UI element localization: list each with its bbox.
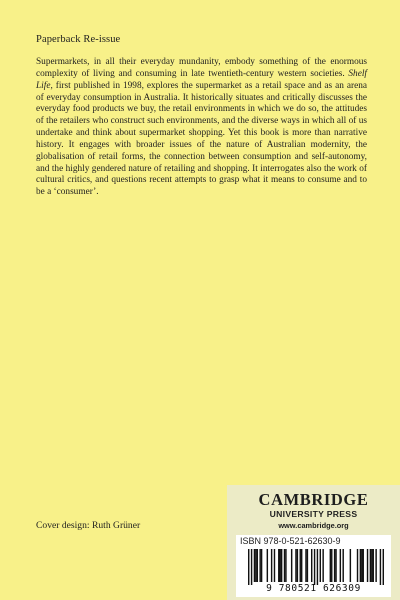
barcode-bar [383, 549, 384, 585]
barcode-bar [254, 549, 255, 582]
barcode-bar [279, 549, 280, 582]
barcode-bar [248, 549, 249, 585]
barcode-bar [257, 549, 258, 582]
barcode-bar [285, 549, 286, 582]
barcode-bar [259, 549, 260, 582]
barcode-bar [342, 549, 343, 582]
isbn-label: ISBN 978-0-521-62630-9 [240, 536, 341, 546]
barcode-bar [335, 549, 336, 582]
barcode-bar [307, 549, 308, 582]
publisher-name: CAMBRIDGE [258, 490, 369, 509]
cover-design-credit: Cover design: Ruth Grüner [36, 520, 141, 531]
barcode-bar [370, 549, 371, 582]
barcode-bar [295, 549, 296, 582]
barcode-bar [284, 549, 285, 582]
barcode-bar [255, 549, 256, 582]
barcode-bar [340, 549, 341, 582]
barcode-bar [375, 549, 376, 582]
publisher-website: www.cambridge.org [278, 521, 349, 530]
barcode-image [248, 549, 384, 585]
book-title: Shelf Life [36, 68, 367, 91]
barcode-bar [331, 549, 332, 582]
barcode-bar [322, 549, 323, 582]
barcode-digits: 9 780521 626309 [266, 583, 361, 594]
barcode-bar [380, 549, 381, 585]
barcode-bar [367, 549, 368, 582]
publisher-box [227, 485, 400, 600]
blurb-part1: Supermarkets, in all their everyday mundanity, embody something of the enormous complexity of living and consuming in late twentieth-century western societies. [36, 57, 367, 79]
blurb-part2: , first published in 1998, explores the supermarket as a retail space and as an arena of everyday consumption in Australia. It historically situates and critically discusses the everyday food products we buy, the retail environments in which we do so, the attitudes of the retailers who construct such environments, and the diverse ways in which all of us undertake and think about supermarket shopping. Yet this book is more than narrative history. It engages with broader issues of the nature of Australian modernity, the globalisation of retail forms, the connection between consumption and self-autonomy, and the highly gendered nature of retailing and shopping. It interrogates also the work of cultural critics, and questions recent attempts to grasp what it means to consume and to be a ‘consumer’. [36, 80, 367, 198]
barcode-bar [357, 549, 358, 582]
barcode-bar [317, 549, 318, 585]
barcode-bar [373, 549, 374, 582]
publisher-subtitle: UNIVERSITY PRESS [269, 509, 358, 519]
barcode-bar [361, 549, 362, 582]
barcode-bar [301, 549, 302, 582]
barcode-bar [251, 549, 252, 585]
barcode-bar [363, 549, 364, 582]
barcode-bar [311, 549, 312, 582]
barcode-bar [330, 549, 331, 582]
reissue-label: Paperback Re-issue [36, 34, 121, 45]
barcode-bar [267, 549, 268, 582]
barcode-bar [291, 549, 292, 582]
barcode-bar [261, 549, 262, 582]
barcode-bar [314, 549, 315, 585]
barcode-bar [305, 549, 306, 582]
barcode-bar [274, 549, 275, 582]
barcode-bar [271, 549, 272, 582]
barcode-bar [281, 549, 282, 582]
barcode-bar [360, 549, 361, 582]
barcode-bar [320, 549, 321, 582]
barcode-bar [278, 549, 279, 582]
barcode-bar [300, 549, 301, 582]
barcode-bar [334, 549, 335, 582]
barcode-bar [371, 549, 372, 582]
barcode-bar [297, 549, 298, 582]
barcode-panel [236, 535, 391, 597]
barcode-bar [350, 549, 351, 582]
blurb-text [36, 57, 367, 199]
